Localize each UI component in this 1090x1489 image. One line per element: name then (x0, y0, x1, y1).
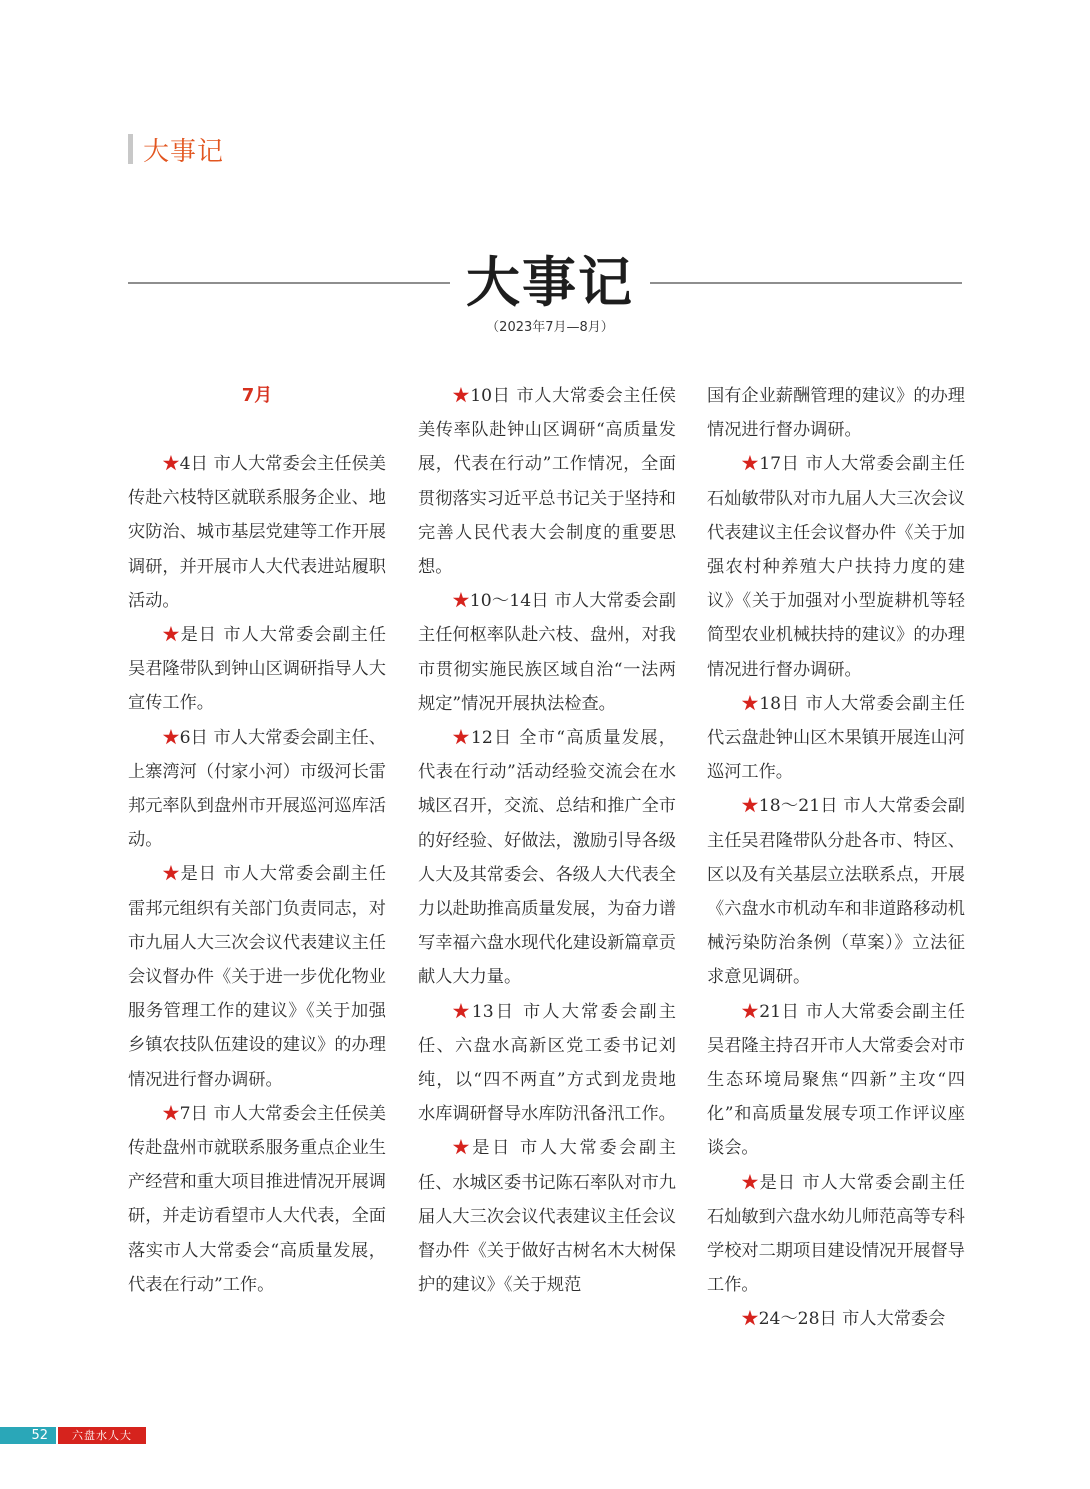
event-text: 18日 市人大常委会副主任代云盘赴钟山区木果镇开展连山河巡河工作。 (707, 693, 965, 783)
event-entry (128, 721, 386, 858)
text-column-1 (128, 379, 386, 1302)
event-text: 18～21日 市人大常委会副主任吴君隆带队分赴各市、特区、区以及有关基层立法联系点，开展《六盘水市机动车和非道路移动机械污染防治条例（草案）》立法征求意见调研。 (707, 796, 965, 988)
section-tag-label: 大事记 (143, 136, 225, 167)
star-icon: ★ (162, 864, 181, 885)
star-icon: ★ (452, 728, 471, 749)
title-rule-left (128, 282, 450, 284)
event-entry (128, 618, 386, 721)
star-icon: ★ (452, 591, 470, 612)
event-entry (418, 584, 676, 721)
star-icon: ★ (741, 454, 760, 475)
event-text: 是日 市人大常委会副主任雷邦元组织有关部门负责同志，对市九届人大三次会议代表建议主任会议督办件《关于进一步优化物业服务管理工作的建议》《关于加强乡镇农技队伍建设的建议》的办理情况进行督办调研。 (128, 864, 386, 1090)
event-entry (128, 1097, 386, 1302)
star-icon: ★ (741, 1001, 760, 1022)
text-column-3 (707, 379, 965, 1337)
star-icon: ★ (741, 693, 760, 714)
event-text: 国有企业薪酬管理的建议》的办理情况进行督办调研。 (707, 386, 965, 441)
event-text: 24～28日 市人大常委会 (758, 1309, 946, 1330)
page-footer (0, 1427, 146, 1444)
event-text: 21日 市人大常委会副主任吴君隆主持召开市人大常委会对市生态环境局聚焦“四新”主攻“四化”和高质量发展专项工作评议座谈会。 (707, 1001, 965, 1159)
event-text: 是日 市人大常委会副主任吴君隆带队到钟山区调研指导人大宣传工作。 (128, 625, 386, 714)
star-icon: ★ (452, 1138, 473, 1159)
star-icon: ★ (162, 454, 180, 474)
event-text: 是日 市人大常委会副主任石灿敏到六盘水幼儿师范高等专科学校对二期项目建设情况开展督导工作。 (707, 1172, 965, 1296)
section-tag (128, 132, 224, 166)
event-text: 12日 全市“高质量发展，代表在行动”活动经验交流会在水城区召开，交流、总结和推广全市的好经验、好做法，激励引导各级人大及其常委会、各级人大代表全力以赴助推高质量发展，为奋力谱写幸福六盘水现代化建设新篇章贡献人大力量。 (418, 728, 676, 988)
event-entry-continued (707, 379, 965, 447)
event-entry (707, 789, 965, 994)
star-icon: ★ (162, 727, 180, 748)
event-entry (707, 995, 965, 1166)
event-entry (418, 1131, 676, 1302)
text-column-2 (418, 379, 676, 1302)
event-text: 10日 市人大常委会主任侯美传率队赴钟山区调研“高质量发展，代表在行动”工作情况，全面贯彻落实习近平总书记关于坚持和完善人民代表大会制度的重要思想。 (418, 386, 676, 578)
event-entry (128, 857, 386, 1096)
event-entry (707, 687, 965, 790)
month-heading: 7月 (241, 385, 273, 406)
event-entry (418, 721, 676, 995)
event-entry (128, 447, 386, 618)
publication-logo: 六盘水人大 (58, 1427, 146, 1444)
event-text: 4日 市人大常委会主任侯美传赴六枝特区就联系服务企业、地灾防治、城市基层党建等工作开展调研，并开展市人大代表进站履职活动。 (128, 454, 386, 611)
event-text: 10～14日 市人大常委会副主任何枢率队赴六枝、盘州，对我市贯彻实施民族区域自治“一法两规定”情况开展执法检查。 (418, 591, 676, 714)
star-icon: ★ (741, 796, 759, 817)
event-text: 6日 市人大常委会副主任、上寨湾河（付家小河）市级河长雷邦元率队到盘州市开展巡河巡库活动。 (128, 727, 386, 851)
star-icon: ★ (162, 1103, 180, 1124)
event-text: 17日 市人大常委会副主任石灿敏带队对市九届人大三次会议代表建议主任会议督办件《关于加强农村种养殖大户扶持力度的建议》《关于加强对小型旋耕机等轻简型农业机械扶持的建议》的办理情况进行督办调研。 (707, 454, 965, 680)
page-title: 大事记 (466, 250, 634, 314)
star-icon: ★ (452, 386, 471, 406)
event-text: 13日 市人大常委会副主任、六盘水高新区党工委书记刘纯，以“四不两直”方式到龙贵地水库调研督导水库防汛备汛工作。 (418, 1001, 676, 1125)
star-icon: ★ (741, 1172, 760, 1193)
page-number: 52 (0, 1427, 56, 1444)
date-range: （2023年7月—8月） (486, 320, 614, 335)
star-icon: ★ (741, 1309, 759, 1330)
event-entry (707, 1166, 965, 1303)
star-icon: ★ (162, 625, 181, 646)
section-tag-bar (128, 134, 133, 164)
event-text: 是日 市人大常委会副主任、水城区委书记陈石率队对市九届人大三次会议代表建议主任会议督办件《关于做好古树名木大树保护的建议》《关于规范 (418, 1138, 676, 1296)
event-entry (707, 1302, 965, 1336)
title-rule-right (650, 282, 962, 284)
star-icon: ★ (452, 1001, 472, 1022)
event-entry (707, 447, 965, 686)
event-entry (418, 379, 676, 584)
event-entry (418, 995, 676, 1132)
event-text: 7日 市人大常委会主任侯美传赴盘州市就联系服务重点企业生产经营和重大项目推进情况开展调研，并走访看望市人大代表，全面落实市人大常委会“高质量发展，代表在行动”工作。 (128, 1103, 386, 1295)
